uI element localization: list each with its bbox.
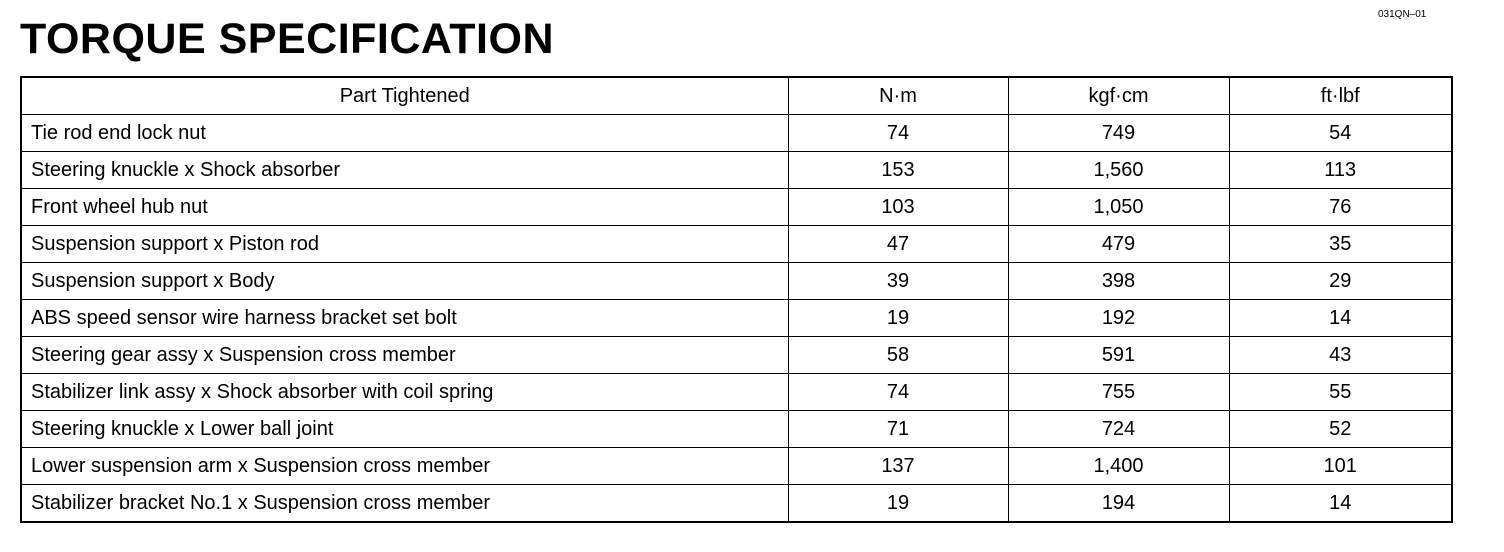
table-row xyxy=(21,263,1452,300)
cell-part: Lower suspension arm x Suspension cross member xyxy=(21,448,788,485)
table-row xyxy=(21,337,1452,374)
cell-part: Steering knuckle x Lower ball joint xyxy=(21,411,788,448)
cell-ft-lbf: 29 xyxy=(1229,263,1452,300)
cell-ft-lbf: 54 xyxy=(1229,115,1452,152)
cell-ft-lbf: 55 xyxy=(1229,374,1452,411)
cell-part: Stabilizer bracket No.1 x Suspension cross member xyxy=(21,485,788,523)
cell-part: Stabilizer link assy x Shock absorber with coil spring xyxy=(21,374,788,411)
cell-kgf-cm: 749 xyxy=(1008,115,1229,152)
cell-kgf-cm: 1,050 xyxy=(1008,189,1229,226)
cell-nm: 39 xyxy=(788,263,1008,300)
cell-ft-lbf: 14 xyxy=(1229,485,1452,523)
cell-kgf-cm: 398 xyxy=(1008,263,1229,300)
cell-ft-lbf: 52 xyxy=(1229,411,1452,448)
cell-nm: 74 xyxy=(788,115,1008,152)
table-row xyxy=(21,226,1452,263)
document-code: 031QN–01 xyxy=(1378,9,1427,20)
table-row xyxy=(21,189,1452,226)
cell-ft-lbf: 76 xyxy=(1229,189,1452,226)
header-nm: N·m xyxy=(788,77,1008,115)
cell-nm: 19 xyxy=(788,485,1008,523)
cell-part: Suspension support x Body xyxy=(21,263,788,300)
table-row xyxy=(21,152,1452,189)
cell-part: Tie rod end lock nut xyxy=(21,115,788,152)
cell-kgf-cm: 1,560 xyxy=(1008,152,1229,189)
cell-kgf-cm: 192 xyxy=(1008,300,1229,337)
table-row xyxy=(21,115,1452,152)
cell-nm: 103 xyxy=(788,189,1008,226)
cell-part: Suspension support x Piston rod xyxy=(21,226,788,263)
cell-part: ABS speed sensor wire harness bracket set bolt xyxy=(21,300,788,337)
table-row xyxy=(21,411,1452,448)
cell-nm: 58 xyxy=(788,337,1008,374)
cell-nm: 153 xyxy=(788,152,1008,189)
cell-nm: 47 xyxy=(788,226,1008,263)
cell-kgf-cm: 724 xyxy=(1008,411,1229,448)
table-row xyxy=(21,448,1452,485)
cell-part: Steering knuckle x Shock absorber xyxy=(21,152,788,189)
header-kgf-cm: kgf·cm xyxy=(1008,77,1229,115)
cell-nm: 71 xyxy=(788,411,1008,448)
cell-part: Front wheel hub nut xyxy=(21,189,788,226)
cell-ft-lbf: 35 xyxy=(1229,226,1452,263)
cell-ft-lbf: 43 xyxy=(1229,337,1452,374)
cell-ft-lbf: 113 xyxy=(1229,152,1452,189)
cell-ft-lbf: 101 xyxy=(1229,448,1452,485)
cell-kgf-cm: 755 xyxy=(1008,374,1229,411)
cell-part: Steering gear assy x Suspension cross member xyxy=(21,337,788,374)
cell-kgf-cm: 194 xyxy=(1008,485,1229,523)
torque-spec-table xyxy=(20,76,1453,523)
cell-kgf-cm: 1,400 xyxy=(1008,448,1229,485)
cell-kgf-cm: 479 xyxy=(1008,226,1229,263)
cell-ft-lbf: 14 xyxy=(1229,300,1452,337)
table-row xyxy=(21,485,1452,523)
cell-nm: 74 xyxy=(788,374,1008,411)
table-header-row xyxy=(21,77,1452,115)
header-part-tightened: Part Tightened xyxy=(21,77,788,115)
cell-nm: 19 xyxy=(788,300,1008,337)
cell-nm: 137 xyxy=(788,448,1008,485)
cell-kgf-cm: 591 xyxy=(1008,337,1229,374)
page-title: TORQUE SPECIFICATION xyxy=(20,15,554,63)
table-row xyxy=(21,374,1452,411)
header-ft-lbf: ft·lbf xyxy=(1229,77,1452,115)
table-row xyxy=(21,300,1452,337)
